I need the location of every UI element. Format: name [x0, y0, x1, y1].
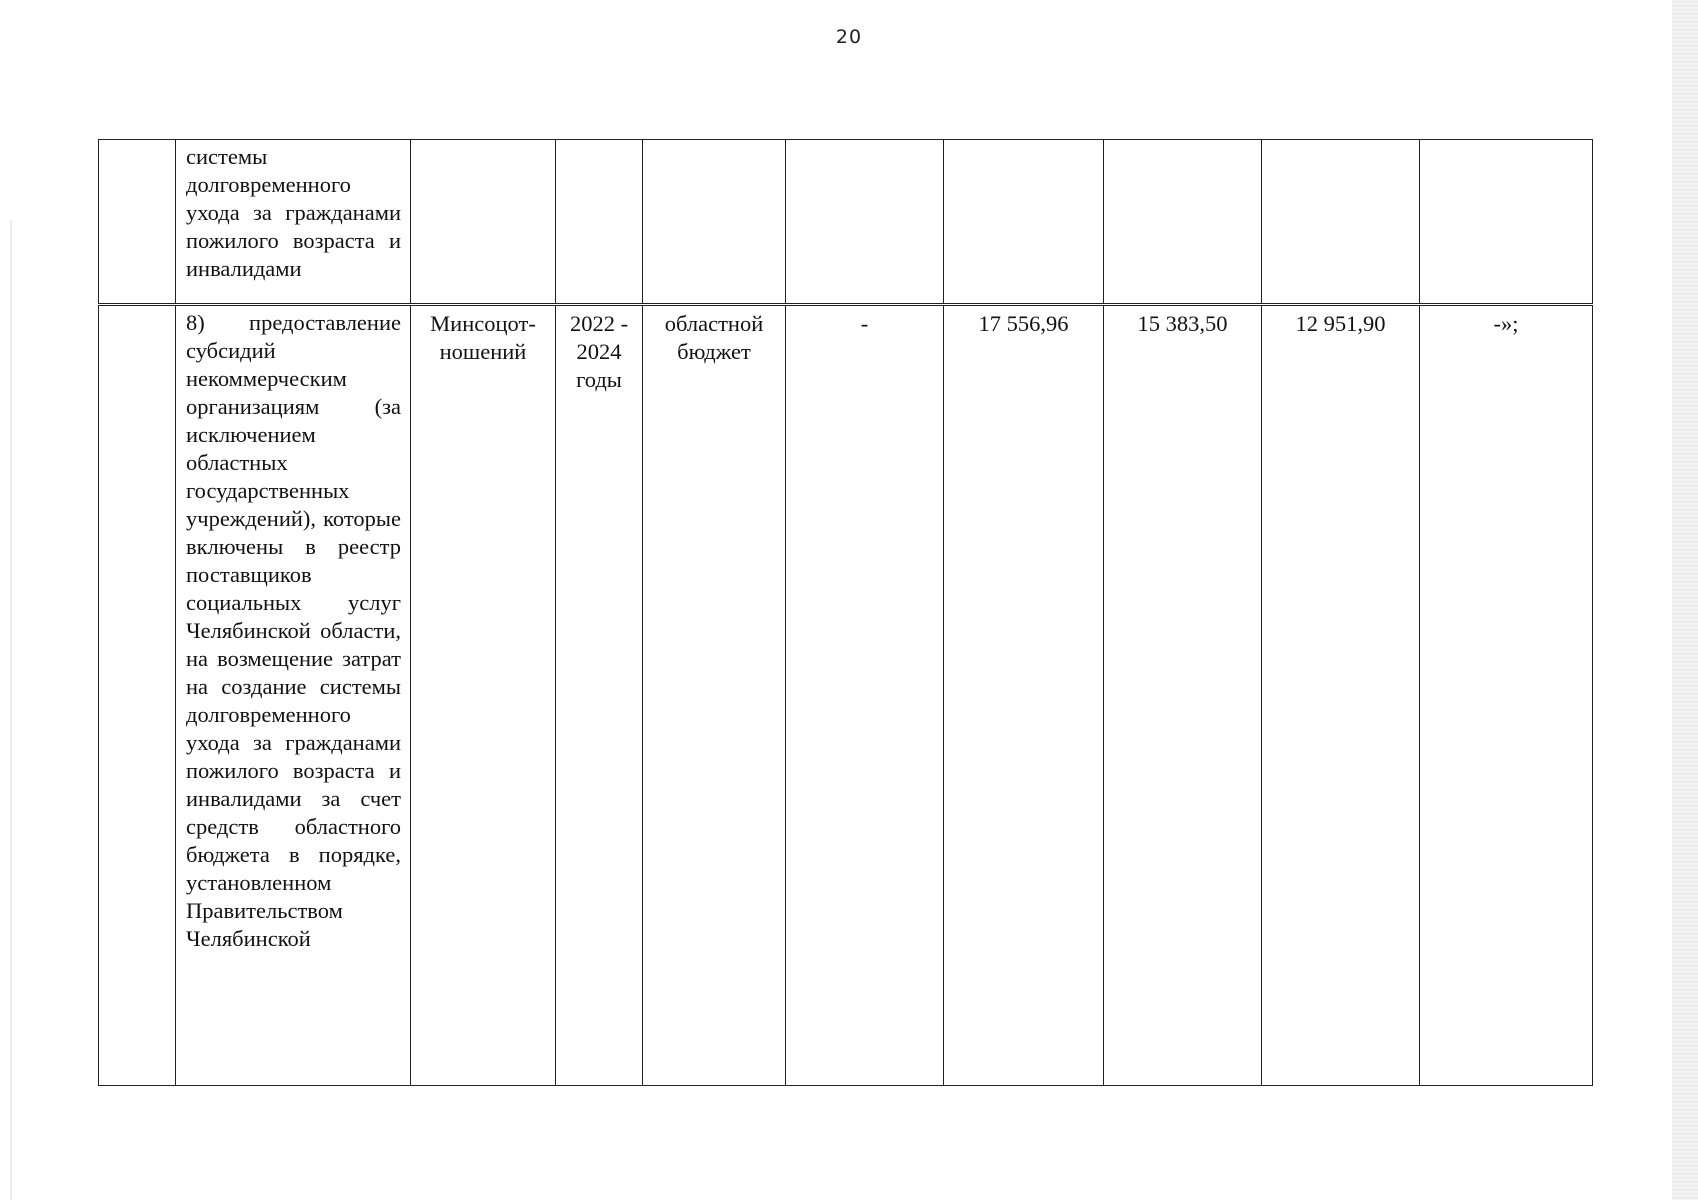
cell-executor [411, 140, 556, 305]
cell-source [643, 140, 786, 305]
cell-description: 8) предоставление субсидий некоммерческим организациям (за исключением областных государственных учреждений), которые включены в реестр поставщиков социальных услуг Челябинской области, на возмещение затрат на создание системы долговременного ухода за гражданами пожилого возраста и инвалидами за счет средств областного бюджета в порядке, установленном Правительством Челябинской [176, 305, 411, 1086]
cell-value-1 [944, 140, 1104, 305]
cell-number [99, 305, 176, 1086]
cell-years: 2022 - 2024 годы [556, 305, 643, 1086]
page-number: 20 [835, 26, 863, 48]
table-row-item-8 [99, 305, 1593, 1086]
cell-years [556, 140, 643, 305]
cell-note [1420, 140, 1593, 305]
cell-source: областной бюджет [643, 305, 786, 1086]
cell-value-3: 12 951,90 [1262, 305, 1420, 1086]
table-row-continued [99, 140, 1593, 305]
cell-executor: Минсоцот-ношений [411, 305, 556, 1086]
cell-value-2 [1104, 140, 1262, 305]
cell-value-0 [786, 140, 944, 305]
cell-value-0: - [786, 305, 944, 1086]
cell-note: -»; [1420, 305, 1593, 1086]
program-activities-table [98, 139, 1593, 1086]
scan-artifact-right-edge [1672, 0, 1698, 1200]
cell-value-3 [1262, 140, 1420, 305]
cell-description: системы долговременного ухода за гражданами пожилого возраста и инвалидами [176, 140, 411, 305]
scan-artifact-left [10, 220, 12, 1200]
cell-value-2: 15 383,50 [1104, 305, 1262, 1086]
cell-value-1: 17 556,96 [944, 305, 1104, 1086]
cell-number [99, 140, 176, 305]
